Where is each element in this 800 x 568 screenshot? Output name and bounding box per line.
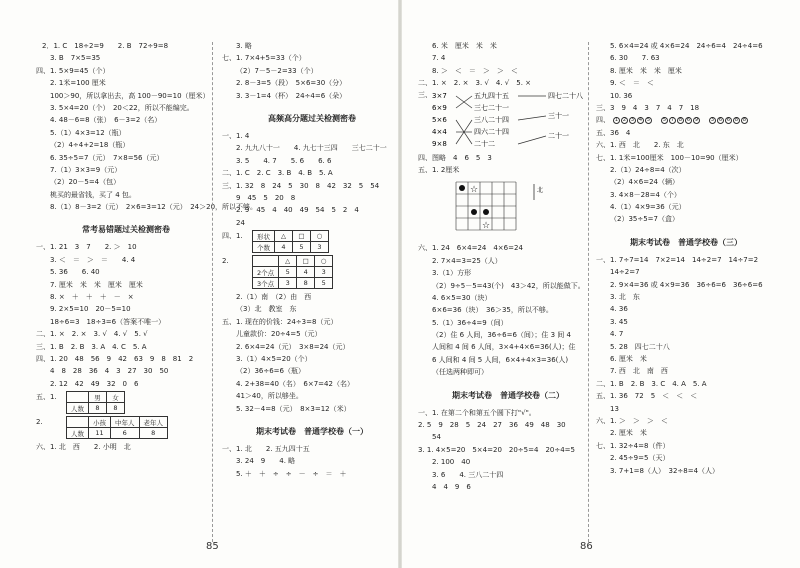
- answer-line: 3. 5×4=20（个） 20＜22，所以不能编完。: [50, 103, 194, 112]
- answer-line: 五、1.: [36, 393, 57, 402]
- answer-line: （2）35÷5=7（盒）: [610, 215, 679, 224]
- filled-dot-icon: [459, 185, 465, 191]
- answer-line: 七、1. 32÷4=8（件）: [596, 441, 670, 450]
- answer-line: 六、1. ＞ ＞ ＞ ＜: [596, 416, 668, 425]
- answer-line: 2. 九九八十一 4. 九七十三四 三七二十一: [236, 144, 387, 153]
- table-row: [67, 403, 125, 414]
- circled-number: 8: [678, 116, 683, 123]
- answer-line: 五、1. 2厘米: [418, 165, 460, 174]
- answer-line: 3. 1. 4×5=20 5×4=20 20÷5=4 20÷4=5: [418, 445, 575, 454]
- circled-number: 6: [726, 116, 731, 123]
- table-row: [253, 231, 329, 242]
- answer-line: 3. 5 4. 7 5. 6 6. 6: [236, 156, 332, 165]
- table-cell: 8: [297, 278, 315, 289]
- answer-line: 4. 48－6=8（张） 6－3=2（名）: [50, 116, 162, 125]
- right-column-1: [418, 40, 598, 493]
- circled-number: 9: [694, 116, 699, 123]
- answer-line: （2）4×6=24（辆）: [610, 178, 679, 187]
- answer-line: [222, 415, 402, 421]
- answer-line: （2）9÷5－5=43(个) 43＞42，所以能做下。: [432, 281, 585, 290]
- section-heading: 期末考试卷 普通学校卷（二）: [452, 390, 564, 400]
- table-cell: 6: [111, 428, 140, 439]
- answer-line: 2.（1）24÷8=4（次）: [610, 165, 686, 174]
- match-middle-item: 三七二十一: [474, 103, 509, 112]
- answer-line: 一、1. 4: [222, 131, 250, 140]
- answer-table-block: [222, 230, 402, 253]
- circled-number: 2: [622, 116, 627, 123]
- answer-line: 4. 2+38=40（名） 6×7=42（名）: [236, 379, 354, 388]
- answer-line: [418, 379, 598, 385]
- page-number-left: 85: [206, 541, 219, 552]
- match-left-item: 5×6: [432, 115, 447, 124]
- match-line: [518, 136, 546, 144]
- table-cell: □: [293, 231, 311, 242]
- table-cell: 5: [315, 278, 333, 289]
- grid-figure: [448, 178, 598, 242]
- answer-line: 六、1. 24 6×4=24 4×6=24: [418, 244, 523, 253]
- answer-line: 4. 6×5=30（块）: [432, 293, 492, 302]
- answer-line: 五、36 4: [596, 128, 631, 137]
- answer-line: 桃买的最省钱，买了 4 包。: [50, 190, 136, 199]
- answer-line: 四、1. 5×9=45（个）: [36, 66, 110, 75]
- circled-number: 3: [630, 116, 635, 123]
- match-middle-item: 四六二十四: [474, 127, 509, 136]
- table-row: [253, 256, 333, 267]
- answer-line: 2. 6×4=24（元） 3×8=24（元）: [236, 342, 350, 351]
- table-cell: [67, 392, 89, 403]
- answer-line: （2）7－5－2=33（个）: [236, 66, 318, 75]
- answer-table-block: [36, 416, 216, 439]
- answer-line: （2）4÷4+2=18（瓶）: [50, 141, 130, 150]
- table-cell: 男: [89, 392, 107, 403]
- table-row: [253, 267, 333, 278]
- answer-line: 四、1.: [222, 232, 243, 241]
- match-left-item: 4×4: [432, 127, 447, 136]
- table-row: [67, 428, 168, 439]
- answer-line: [596, 226, 776, 232]
- answer-line: 六、1. 北 西 2. 小明 北: [36, 443, 131, 452]
- table-cell: 3: [279, 278, 297, 289]
- answer-line: 3. 4×8－28=4（个）: [610, 190, 681, 199]
- table-cell: 11: [89, 428, 111, 439]
- answer-line: 6 人间和 4 间 5 人间，6×4+4×3=36(人): [432, 355, 569, 364]
- star-icon: ☆: [482, 221, 491, 232]
- answer-line: （3）北 教室 东: [236, 305, 297, 314]
- table-cell: 人数: [67, 428, 89, 439]
- answer-line: 7. 厘米 米 米 厘米 厘米: [50, 280, 143, 289]
- section-heading: 期末考试卷 普通学校卷（一）: [256, 426, 368, 436]
- table-cell: 个数: [253, 242, 275, 253]
- answer-line: 2. 7×4=3=25（人）: [432, 256, 502, 265]
- table-row: [67, 392, 125, 403]
- north-label: 北: [537, 187, 544, 195]
- answer-line: 6. 30 7. 63: [610, 54, 660, 63]
- answer-line: 2. 厘米 米: [610, 429, 647, 438]
- answer-line: 7. 4: [432, 54, 446, 63]
- position-grid: [448, 178, 558, 240]
- answer-line: 人间和 4 间 6 人间，3×4+4×6=36(人)；住: [432, 343, 576, 352]
- answer-line: 4 8 28 36 4 3 27 30 50: [50, 367, 169, 376]
- answer-line: （2）36÷6=6（瓶）: [236, 367, 305, 376]
- match-right-item: 四七二十八: [548, 91, 583, 100]
- answer-line: 三、1. B 2. B 3. A 4. C 5. A: [36, 342, 147, 351]
- answer-line: 七、1. 1米=100厘米 100－10=90（厘米）: [596, 153, 743, 162]
- filled-dot-icon: [471, 209, 477, 215]
- table-cell: 5: [279, 267, 297, 278]
- circled-number: 1: [614, 116, 619, 123]
- answer-line: 8.（1）8－3=2（元） 2×6=3=12（元） 24＞20，所以不够。: [50, 203, 258, 212]
- answer-line: 8. ＞ ＜ ＝ ＞ ＞ ＜: [432, 66, 518, 75]
- answer-line: 2. 12 42 49 32 0 6: [50, 379, 139, 388]
- table-cell: 4: [275, 242, 293, 253]
- answer-line: 一、1. 北 2. 五九四十五: [222, 444, 310, 453]
- answer-line: 2.（1）南 （2）由 西: [236, 293, 312, 302]
- answer-line: （任选两种即可）: [432, 368, 488, 377]
- answer-line: 一、1. 7÷7=14 7×2=14 14÷2=7 14÷7=2: [596, 255, 759, 264]
- answer-line: 儿童款价：20÷4=5（元）: [236, 330, 322, 339]
- circled-number: 7: [670, 116, 675, 123]
- answer-line: 四、图略 4 6 5 3: [418, 153, 492, 162]
- circle-group: [661, 117, 700, 124]
- answer-line: 3. 略: [236, 42, 252, 50]
- answer-line: 5. 32－4=8（元） 8×3=12（米）: [236, 404, 351, 413]
- table-cell: 中年人: [111, 417, 140, 428]
- answer-line: 3. 45: [610, 317, 628, 326]
- answer-table: [252, 230, 329, 253]
- left-column-2: [222, 40, 402, 480]
- table-cell: △: [275, 231, 293, 242]
- column-divider: [588, 42, 589, 542]
- answer-line: 2．1. C 18÷2=9 2. B 72÷9=8: [42, 42, 169, 50]
- answer-line: 七、1. 7×4+5=33（个）: [222, 54, 306, 63]
- answer-line: 2. 9 45 4 40 49 54 5 2 4: [236, 206, 359, 215]
- table-cell: 3个点: [253, 278, 279, 289]
- answer-line: 6. 35÷5=7（元） 7×8=56（元）: [50, 153, 164, 162]
- section-heading: 期末考试卷 普通学校卷（三）: [630, 237, 742, 247]
- table-cell: [67, 417, 89, 428]
- table-cell: [253, 256, 279, 267]
- answer-line: 7. 西 北 南 西: [610, 367, 668, 376]
- answer-table-block: [36, 391, 216, 414]
- right-column-2: [596, 40, 776, 477]
- circle-group: [613, 117, 652, 124]
- match-middle-item: 二十二: [474, 139, 495, 148]
- answer-line: 二、1. × 2. × 3. √ 4. √ 5. ×: [418, 79, 532, 88]
- answer-line: 100＞90，所以拿出去，高 100－90=10（厘米）: [50, 91, 210, 100]
- answer-line: 5. 36 6. 40: [50, 268, 100, 277]
- match-left-item: 6×9: [432, 103, 447, 112]
- circled-number: 8: [742, 116, 747, 123]
- match-line: [518, 116, 546, 120]
- table-cell: △: [279, 256, 297, 267]
- answer-line: 5.（1）4×3=12（瓶）: [50, 128, 126, 137]
- table-row: [67, 417, 168, 428]
- circled-number: 8: [734, 116, 739, 123]
- answer-line: 6. 厘米 米: [610, 354, 647, 363]
- answer-line: 五、1. 36 72 5 ＜ ＜ ＜: [596, 392, 698, 401]
- answer-line: 三、3 9 4 3 7 4 7 18: [596, 103, 700, 112]
- answer-line: （2）20－5=4（包）: [50, 178, 121, 187]
- answer-line: 4. 36: [610, 305, 628, 314]
- answer-line: 五、1. 现在的价钱：24÷3=8（元）: [222, 317, 338, 326]
- table-cell: 8: [89, 403, 107, 414]
- answer-line: 2. 9×4=36 或 4×9=36 36÷6=6 36÷6=6: [610, 280, 763, 289]
- answer-line: 5. ＋ ＋ ÷ ÷ － ÷ ＝ ＋: [236, 469, 347, 478]
- answer-line: 3. 7+1=8（人） 32÷8=4（人）: [610, 466, 720, 475]
- answer-line: 4.（1）4×9=36（元）: [610, 203, 686, 212]
- answer-line: 三、: [418, 90, 432, 99]
- answer-line: 3. 6 4. 三八二十四: [432, 470, 504, 479]
- table-cell: 2个点: [253, 267, 279, 278]
- section-heading: 高频高分题过关检测密卷: [268, 113, 356, 123]
- table-cell: 3: [315, 267, 333, 278]
- circled-number: 5: [662, 116, 667, 123]
- star-icon: ☆: [470, 185, 479, 196]
- answer-line: 二、1. B 2. B 3. C 4. A 5. A: [596, 379, 707, 388]
- answer-line: 2. 100 40: [432, 458, 471, 467]
- answer-table: [252, 255, 333, 289]
- right-page: [400, 0, 800, 568]
- table-cell: 形状: [253, 231, 275, 242]
- matching-diagram: [418, 90, 598, 152]
- answer-line: 4. 7: [610, 330, 624, 339]
- answer-line: 四、 1 2 3 4 5 5 7 8 6 9 3 6 6 8 8: [596, 114, 776, 126]
- answer-line: 二、1. × 2. × 3. √ 4. √ 5. √: [36, 330, 148, 339]
- answer-line: 8. × ＋ ＋ ＋ － ×: [50, 293, 134, 302]
- circled-number: 6: [718, 116, 723, 123]
- circle-group: [709, 117, 748, 124]
- match-middle-item: 三八二十四: [474, 115, 509, 124]
- answer-line: 8. 厘米 米 米 厘米: [610, 66, 682, 75]
- table-row: [253, 278, 333, 289]
- circled-number: 6: [686, 116, 691, 123]
- answer-line: 四、1. 20 48 56 9 42 63 9 8 81 2: [36, 354, 194, 363]
- match-right-item: 二十一: [548, 131, 569, 140]
- answer-line: 5. 6×4=24 或 4×6=24 24÷6=4 24÷4=6: [610, 42, 763, 50]
- circled-number: 3: [710, 116, 715, 123]
- circled-number: 5: [646, 116, 651, 123]
- answer-line: 5. 28 四七二十八: [610, 342, 670, 351]
- answer-line: 14÷2=7: [610, 268, 640, 277]
- filled-dot-icon: [483, 209, 489, 215]
- answer-line: 3. 北 东: [610, 293, 640, 302]
- answer-table: [66, 416, 168, 439]
- match-left-item: 9×8: [432, 139, 447, 148]
- answer-line: 六、1. 西 北 2. 东 北: [596, 141, 684, 150]
- answer-line: 9. ＜ ＝ ＜: [610, 79, 654, 88]
- answer-line: 3. B 7×5=35: [50, 54, 101, 63]
- match-middle-item: 五九四十五: [474, 91, 509, 100]
- answer-line: 4 4 9 6: [432, 482, 471, 491]
- answer-line: 3.（1）4×5=20（个）: [236, 355, 312, 364]
- answer-line: 5.（1）36÷4=9（间）: [432, 318, 508, 327]
- answer-line: 2. 45÷9=5（天）: [610, 454, 670, 463]
- answer-line: 6×6=36（块） 36＞35，所以不够。: [432, 306, 553, 315]
- answer-line: （2）住 6 人间，36÷6=6（间）；住 3 间 4: [432, 331, 571, 340]
- section-heading: 常考易错题过关检测密卷: [82, 225, 170, 235]
- answer-line: 2.: [36, 418, 43, 427]
- table-cell: □: [297, 256, 315, 267]
- answer-line: 9 45 5 20 8: [236, 193, 296, 202]
- answer-line: 3. ＜ ＝ ＞ ＝ 4. 4: [50, 255, 136, 264]
- answer-line: 3. 24 9 4. 略: [236, 457, 296, 466]
- answer-line: 13: [610, 404, 619, 413]
- answer-line: 18÷6=3 18÷3=6（答案不唯一）: [50, 317, 166, 326]
- page-number-right: 86: [580, 541, 593, 552]
- answer-line: 10. 36: [610, 91, 633, 100]
- answer-line: 54: [432, 433, 441, 442]
- table-cell: 3: [311, 242, 329, 253]
- answer-line: 二、1. C 2. C 3. B 4. B 5. A: [222, 169, 333, 178]
- table-cell: ○: [311, 231, 329, 242]
- answer-line: 2.: [222, 257, 229, 266]
- match-right-item: 三十一: [548, 111, 569, 120]
- matching-lines: [418, 90, 588, 152]
- answer-line: 24: [236, 218, 245, 227]
- table-row: [253, 242, 329, 253]
- answer-line: 6. 米 厘米 米 米: [432, 42, 497, 50]
- table-cell: 4: [297, 267, 315, 278]
- answer-table: [66, 391, 125, 414]
- answer-line: 3. 3－1=4（杯） 24÷4=6（朵）: [236, 91, 347, 100]
- table-cell: 5: [293, 242, 311, 253]
- answer-line: 一、1. 21 3 7 2. ＞ 10: [36, 243, 137, 252]
- answer-line: 9. 2×5=10 20－5=10: [50, 305, 131, 314]
- circled-numbers: [610, 116, 754, 124]
- answer-line: 2. 1米=100 厘米: [50, 79, 106, 88]
- answer-line: 2. 5 9 28 5 24 27 36 49 48 30: [418, 421, 566, 430]
- table-cell: ○: [315, 256, 333, 267]
- answer-line: 7.（1）3×3=9（元）: [50, 165, 122, 174]
- answer-line: 41＞40，所以够坐。: [236, 392, 303, 401]
- answer-line: 2. 8－3=5（段） 5×6=30（分）: [236, 79, 347, 88]
- table-cell: 8: [107, 403, 125, 414]
- table-cell: 人数: [67, 403, 89, 414]
- match-left-item: 3×7: [432, 91, 447, 100]
- table-cell: 小孩: [89, 417, 111, 428]
- answer-line: 3.（1）方形: [432, 269, 472, 278]
- answer-line: [222, 102, 402, 108]
- table-cell: 老年人: [139, 417, 168, 428]
- circled-number: 4: [638, 116, 643, 123]
- answer-table-block: [222, 255, 402, 289]
- table-cell: 女: [107, 392, 125, 403]
- answer-line: 一、1. 在第二个和第五个圆下打"√"。: [418, 408, 536, 417]
- column-divider: [212, 42, 213, 542]
- answer-line: 三、1. 32 8 24 5 30 8 42 32 5 54: [222, 181, 380, 190]
- table-cell: 8: [139, 428, 168, 439]
- answer-line: [36, 213, 216, 219]
